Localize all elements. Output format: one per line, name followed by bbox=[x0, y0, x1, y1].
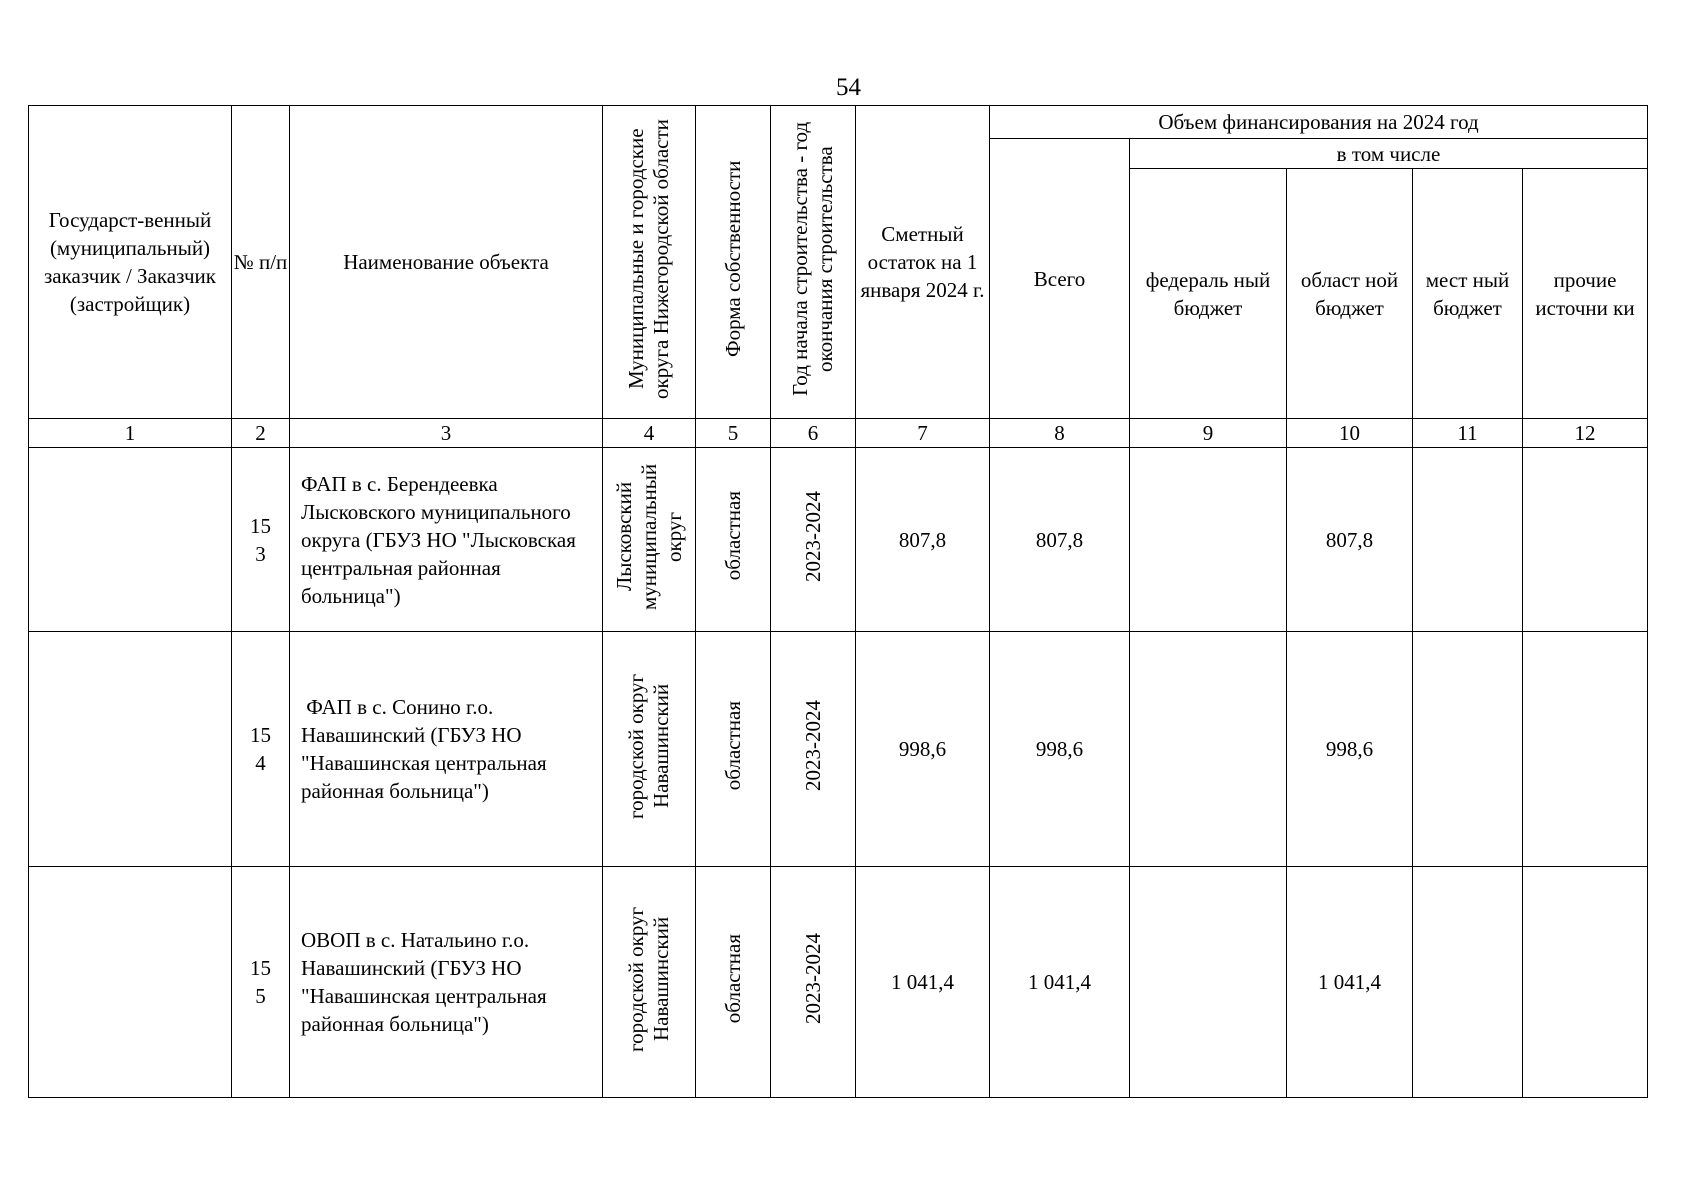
row-ownership bbox=[696, 867, 771, 1098]
row-other bbox=[1523, 632, 1648, 867]
row-federal bbox=[1130, 448, 1287, 632]
row-number bbox=[232, 867, 290, 1098]
column-number: 10 bbox=[1287, 419, 1413, 448]
column-number: 6 bbox=[771, 419, 856, 448]
header-federal: федераль ный бюджет bbox=[1130, 169, 1287, 419]
header-local: мест ный бюджет bbox=[1413, 169, 1523, 419]
row-ownership-text: областная bbox=[720, 491, 745, 581]
row-customer bbox=[29, 867, 232, 1098]
column-number: 5 bbox=[696, 419, 771, 448]
table-row bbox=[29, 867, 1648, 1098]
row-number bbox=[232, 632, 290, 867]
column-number: 3 bbox=[290, 419, 603, 448]
column-number: 9 bbox=[1130, 419, 1287, 448]
header-including: в том числе bbox=[1130, 139, 1648, 169]
row-number-bottom: 3 bbox=[255, 541, 266, 566]
row-years-text: 2023-2024 bbox=[800, 933, 825, 1024]
row-years bbox=[771, 632, 856, 867]
table-row bbox=[29, 448, 1648, 632]
row-total: 1 041,4 bbox=[990, 867, 1130, 1098]
row-number bbox=[232, 448, 290, 632]
column-number: 11 bbox=[1413, 419, 1523, 448]
row-object-name: ФАП в с. Сонино г.о. Навашинский (ГБУЗ НО "Навашинская центральная районная больница") bbox=[290, 632, 603, 867]
row-object-name: ОВОП в с. Натальино г.о. Навашинский (ГБУЗ НО "Навашинская центральная районная больница") bbox=[290, 867, 603, 1098]
row-local bbox=[1413, 867, 1523, 1098]
row-district bbox=[603, 867, 696, 1098]
row-ownership-text: областная bbox=[720, 933, 745, 1024]
row-district bbox=[603, 632, 696, 867]
header-funding-group: Объем финансирования на 2024 год bbox=[990, 106, 1648, 139]
row-customer bbox=[29, 632, 232, 867]
row-district bbox=[603, 448, 696, 632]
row-ownership-text: областная bbox=[720, 700, 745, 791]
row-district-text: городской округ Навашинский bbox=[624, 905, 673, 1052]
row-years bbox=[771, 867, 856, 1098]
row-other bbox=[1523, 448, 1648, 632]
header-other: прочие источни ки bbox=[1523, 169, 1648, 419]
row-ownership bbox=[696, 448, 771, 632]
column-number: 1 bbox=[29, 419, 232, 448]
header-regional: област ной бюджет bbox=[1287, 169, 1413, 419]
row-local bbox=[1413, 632, 1523, 867]
header-ownership-text: Форма собственности bbox=[720, 160, 745, 357]
header-number: № п/п bbox=[232, 106, 290, 419]
header-object-name: Наименование объекта bbox=[290, 106, 603, 419]
row-number-top: 15 bbox=[250, 956, 271, 980]
row-years bbox=[771, 448, 856, 632]
header-ownership bbox=[696, 106, 771, 419]
row-customer bbox=[29, 448, 232, 632]
column-number-row bbox=[29, 419, 1648, 448]
row-years-text: 2023-2024 bbox=[800, 490, 825, 582]
row-ownership bbox=[696, 632, 771, 867]
row-local bbox=[1413, 448, 1523, 632]
header-districts-text: Муниципальные и городские округа Нижегородской области bbox=[624, 118, 673, 399]
page-number: 54 bbox=[836, 74, 861, 101]
header-years bbox=[771, 106, 856, 419]
row-years-text: 2023-2024 bbox=[800, 700, 825, 791]
row-estimate: 807,8 bbox=[856, 448, 990, 632]
column-number: 7 bbox=[856, 419, 990, 448]
row-federal bbox=[1130, 632, 1287, 867]
column-number: 2 bbox=[232, 419, 290, 448]
row-regional: 1 041,4 bbox=[1287, 867, 1413, 1098]
header-years-text: Год начала строительства - год окончания строительства bbox=[788, 121, 837, 396]
header-estimate-remainder: Сметный остаток на 1 января 2024 г. bbox=[856, 106, 990, 419]
column-number: 12 bbox=[1523, 419, 1648, 448]
row-number-bottom: 5 bbox=[255, 984, 266, 1008]
row-estimate: 998,6 bbox=[856, 632, 990, 867]
row-total: 998,6 bbox=[990, 632, 1130, 867]
row-total: 807,8 bbox=[990, 448, 1130, 632]
row-object-name: ФАП в с. Берендеевка Лысковского муниципального округа (ГБУЗ НО "Лысковская центральная районная больница") bbox=[290, 448, 603, 632]
header-total: Всего bbox=[990, 139, 1130, 419]
row-regional: 807,8 bbox=[1287, 448, 1413, 632]
column-number: 8 bbox=[990, 419, 1130, 448]
row-federal bbox=[1130, 867, 1287, 1098]
row-regional: 998,6 bbox=[1287, 632, 1413, 867]
row-district-text: Лысковский муниципальный округ bbox=[611, 462, 686, 610]
row-number-bottom: 4 bbox=[255, 751, 266, 775]
row-number-top: 15 bbox=[250, 723, 271, 747]
row-number-top: 15 bbox=[250, 513, 271, 538]
row-estimate: 1 041,4 bbox=[856, 867, 990, 1098]
header-customer: Государст-венный (муниципальный) заказчик / Заказчик (застройщик) bbox=[29, 106, 232, 419]
row-other bbox=[1523, 867, 1648, 1098]
column-number: 4 bbox=[603, 419, 696, 448]
row-district-text: городской округ Навашинский bbox=[624, 672, 673, 819]
table-row bbox=[29, 632, 1648, 867]
financing-table bbox=[28, 105, 1648, 1098]
header-districts bbox=[603, 106, 696, 419]
